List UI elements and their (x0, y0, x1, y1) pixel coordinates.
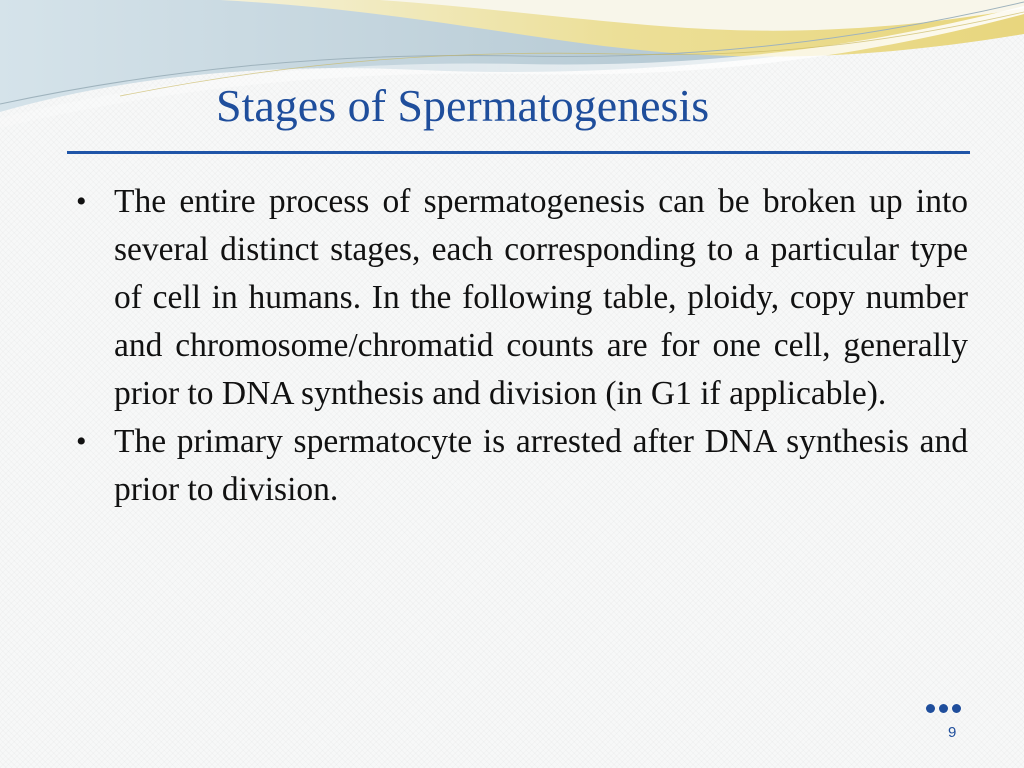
page-number: 9 (948, 724, 957, 741)
dot (939, 704, 948, 713)
bullet-text: The entire process of spermatogenesis can be broken up into several distinct stages, each corresponding to a particular type of cell in humans. In the following table, ploidy, copy number and chromosome/chromatid counts are for one cell, generally prior to DNA synthesis and division (in G1 if applicable). (114, 183, 968, 412)
bullet-list (72, 178, 968, 514)
slide-title: Stages of Spermatogenesis (216, 80, 710, 131)
bullet-item (72, 178, 968, 418)
title-underline (67, 151, 970, 154)
bullet-text: The primary spermatocyte is arrested after DNA synthesis and prior to division. (114, 423, 968, 508)
dot (926, 704, 935, 713)
ellipsis-icon (926, 704, 961, 713)
dot (952, 704, 961, 713)
bullet-marker-icon: • (76, 185, 87, 218)
bullet-marker-icon: • (76, 425, 87, 458)
bullet-item (72, 418, 968, 514)
